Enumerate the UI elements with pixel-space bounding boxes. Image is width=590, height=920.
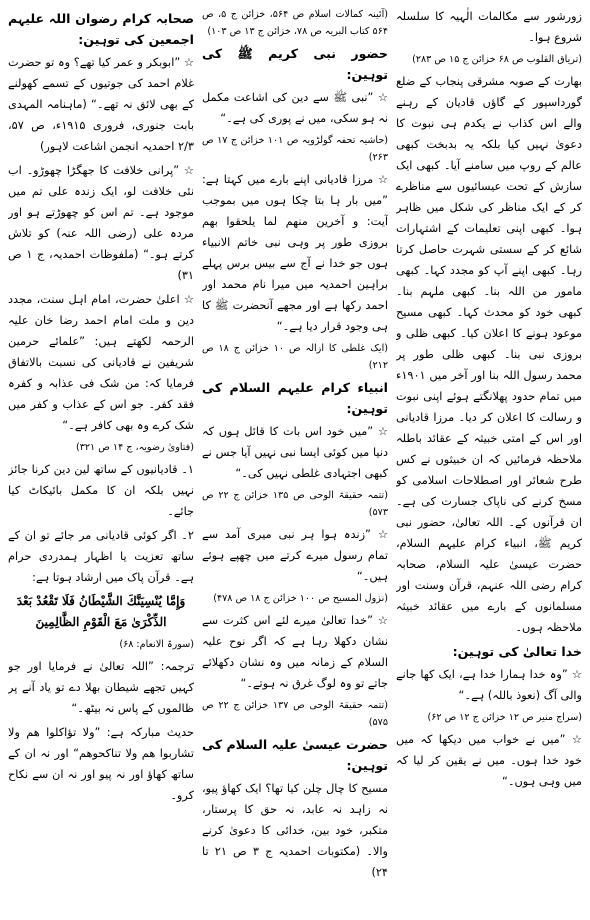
text-column-left [8, 6, 194, 914]
paragraph: ☆ مرزا قادیانی اپنے بارے میں کہتا ہے: ”میں بار ہا بتا چکا ہوں میں بموجب آیت: و آخرین منھم لما یلحقوا بھم بروزی طور پر وہی نبی خاتم الانبیاء ہوں جو خدا نے آج سے بیس برس پہلے براہین احمدیہ میں میرا نام محمد اور احمد رکھا ہے اور مجھے آنحضرت ﷺ کا ہی وجود قرار دیا ہے۔“ [202, 173, 388, 333]
citation-reference: (تتمہ حقیقۃ الوحی ص ۱۳۷ خزائن ج ۲۲ ص ۵۷۵) [202, 700, 388, 728]
text-column-right [396, 6, 582, 914]
paragraph: ☆ ”میں نے خواب میں دیکھا کہ میں خود خدا ہوں۔ میں نے یقین کر لیا کہ میں وہی ہوں۔“ [396, 733, 582, 788]
citation-reference: (ایک غلطی کا ازالہ ص ۱۰ خزائن ج ۱۸ ص ۲۱۲) [202, 343, 388, 371]
paragraph: ☆ ”ابوبکر و عمر کیا تھے؟ وہ تو حضرت غلام احمد کی جوتیوں کے تسمے کھولنے کے بھی لائق نہ تھے۔“ (ماہنامہ المہدی بابت جنوری، فروری ۱۹۱۵ء، ص ۵۷، ۲/۳ احمدیہ انجمن اشاعت لاہور) [8, 56, 194, 153]
paragraph: ☆ اعلیٰ حضرت، امام اہل سنت، مجدد دین و ملت امام احمد رضا خان علیہ الرحمہ لکھتے ہیں: ”علمائے حرمین شریفین نے قادیانی کی نسبت بالاتفاق فرمایا کہ: من شک فی عذابہ و کفرہ فقد کفر۔ جو اس کے عذاب و کفر میں شک کرے وہ بھی کافر ہے۔“ [8, 293, 194, 432]
paragraph: بھارت کے صوبہ مشرقی پنجاب کے ضلع گورداسپور کے گاؤں قادیان کے رہنے والے اس کذاب نے یکدم ہی نبوت کا دعویٰ نہیں کیا بلکہ یہ بدبخت کبھی عالم کے روپ میں سامنے آیا۔ کبھی ایک سازش کے تحت عیسائیوں سے مناظرے کر کے ایک مناظر کی شکل میں ظاہر ہوا۔ کبھی اپنی تعلیمات کے اشتہارات شائع کر کے سستی شہرت حاصل کرتا رہا۔ کبھی اپنے آپ کو مجدد کہا۔ کبھی مامور من اللہ بنا۔ کبھی ملہم بنا۔ کبھی خود کو محدث کہا۔ کبھی مسیح موعود ہونے کا اعلان کیا۔ کبھی ظلی و بروزی نبی بنا۔ کبھی ظلی طور پر محمد رسول اللہ بنا اور آخر میں ۱۹۰۱ء میں تمام حدود پھلانگتے ہوئے اپنی نبوت و رسالت کا اعلان کر دیا۔ مرزا قادیانی اور اس کے امتی خبیثہ کے عقائد باطلہ ملاحظہ فرمائیں کہ ان خبیثوں نے کس طرح شعائر اور اصطلاحات اسلامی کو مسخ کرنے کی ناپاک جسارت کی ہے۔ ان قرآنوں کے۔ اللہ تعالیٰ، حضور نبی کریم ﷺ، انبیاء کرام علیہم السلام، حضرت عیسیٰ علیہ السلام، صحابہ کرام رضی اللہ عنہم، قرآن وسنت اور مسلمانوں کے بارے میں عقائد خبیثہ ملاحظہ ہوں۔ [396, 75, 582, 634]
section-heading: خدا تعالیٰ کی توہین: [452, 644, 582, 659]
section-heading: حضور نبی کریم ﷺ کی توہین: [202, 46, 388, 82]
paragraph: ☆ ”وہ خدا ہمارا خدا ہے، ایک کھا جانے والی آگ (نعوذ باللہ) ہے۔“ [396, 668, 582, 702]
citation-reference: (سورۃ الانعام: ۶۸) [119, 639, 194, 650]
paragraph: زورشور سے مکالمات الٰہیہ کا سلسلہ شروع ہوا۔ [396, 10, 582, 44]
paragraph: حدیث مبارکہ ہے: ”ولا تؤاکلوا ھم ولا تشاربوا ھم ولا تناکحوھم“ اور نہ ان کے ساتھ کھاؤ اور نہ پیو اور نہ ان سے نکاح کرو۔ [8, 726, 194, 802]
paragraph: ترجمہ: ”اللہ تعالیٰ نے فرمایا اور جو کہیں تجھے شیطان بھلا دے تو یاد آنے پر ظالموں کے پاس نہ بیٹھ۔“ [8, 660, 194, 715]
citation-reference: (نزول المسیح ص ۱۰۰ خزائن ج ۱۸ ص ۴۷۸) [213, 593, 388, 604]
paragraph: ☆ ”خدا تعالیٰ میرے لئے اس کثرت سے نشان دکھلا رہا ہے کہ اگر نوح علیہ السلام کے زمانہ میں وہ نشان دکھلائے جاتے تو وہ لوگ غرق نہ ہوتے۔“ [202, 614, 388, 690]
paragraph: ۲۔ اگر کوئی قادیانی مر جائے تو ان کے ساتھ تعزیت یا اظہار ہمدردی حرام ہے۔ قرآن پاک میں ارشاد ہوتا ہے: [8, 529, 194, 584]
citation-reference: (تتمہ حقیقۃ الوحی ص ۱۳۵ خزائن ج ۲۲ ص ۵۷۳) [202, 490, 388, 518]
section-heading: صحابہ کرام رضوان اللہ علیہم اجمعین کی توہین: [8, 11, 194, 47]
citation-reference: (آئینہ کمالات اسلام ص ۵۶۴، خزائن ج ۵، ص ۵۶۴ کتاب البریہ ص ۷۸، خزائن ج ۱۳ ص ۱۰۳) [202, 9, 388, 37]
paragraph: ☆ ”زندہ ہوا ہر نبی میری آمد سے تمام رسول میرے کرتے میں چھپے ہوئے ہیں۔“ [202, 528, 388, 583]
citation-reference: (حاشیہ تحفہ گولڑویہ ص ۱۰۱ خزائن ج ۱۷ ص ۲۶۳) [202, 135, 388, 163]
citation-reference: (تریاق القلوب ص ۶۸ خزائن ج ۱۵ ص ۲۸۳) [412, 54, 582, 65]
paragraph: ☆ ”میں خود اس بات کا قائل ہوں کہ دنیا میں کوئی ایسا نبی نہیں آیا جس نے کبھی اجتہادی غلطی نہیں کی۔“ [202, 425, 388, 480]
section-heading: حضرت عیسیٰ علیہ السلام کی توہین: [202, 737, 388, 773]
section-heading: انبیاء کرام علیہم السلام کی توہین: [202, 380, 388, 416]
arabic-quran-verse: وَإِمَّا يُنْسِيَنَّكَ الشَّيْطَانُ فَلَا تَقْعُدْ بَعْدَ الذِّكْرَىٰ مَعَ الْقَوْمِ الظَّالِمِينَ [16, 594, 186, 629]
text-column-middle [202, 6, 388, 914]
paragraph: ☆ ”پرانی خلافت کا جھگڑا چھوڑو۔ اب نئی خلافت لو، ایک زندہ علی تم میں موجود ہے۔ تم اس کو چھوڑتے ہو اور مردہ علی (رضی اللہ عنہ) کو تلاش کرتے ہو۔“ (ملفوظات احمدیہ، ج ۱ ص ۳۱) [8, 164, 194, 282]
paragraph: ۱۔ قادیانیوں کے ساتھ لین دین کرنا جائز نہیں بلکہ ان کا مکمل بائیکاٹ کیا جائے۔ [8, 463, 194, 518]
paragraph: مسیح کا چال چلن کیا تھا؟ ایک کھاؤ پیو، نہ زاہد نہ عابد، نہ حق کا پرستار، متکبر، خود بین، خدائی کا دعویٰ کرنے والا۔ (مکتوبات احمدیہ ج ۳ ص ۲۱ تا ۲۴) [202, 782, 388, 879]
paragraph: ☆ ”نبی ﷺ سے دین کی اشاعت مکمل نہ ہو سکی، میں نے پوری کی ہے۔“ [202, 91, 388, 125]
citation-reference: (سراج منیر ص ۱۲ خزائن ج ۱۲ ص ۶۲) [427, 712, 582, 723]
citation-reference: (فتاویٰ رضویہ، ج ۱۴ ص ۳۲۱) [76, 442, 194, 453]
